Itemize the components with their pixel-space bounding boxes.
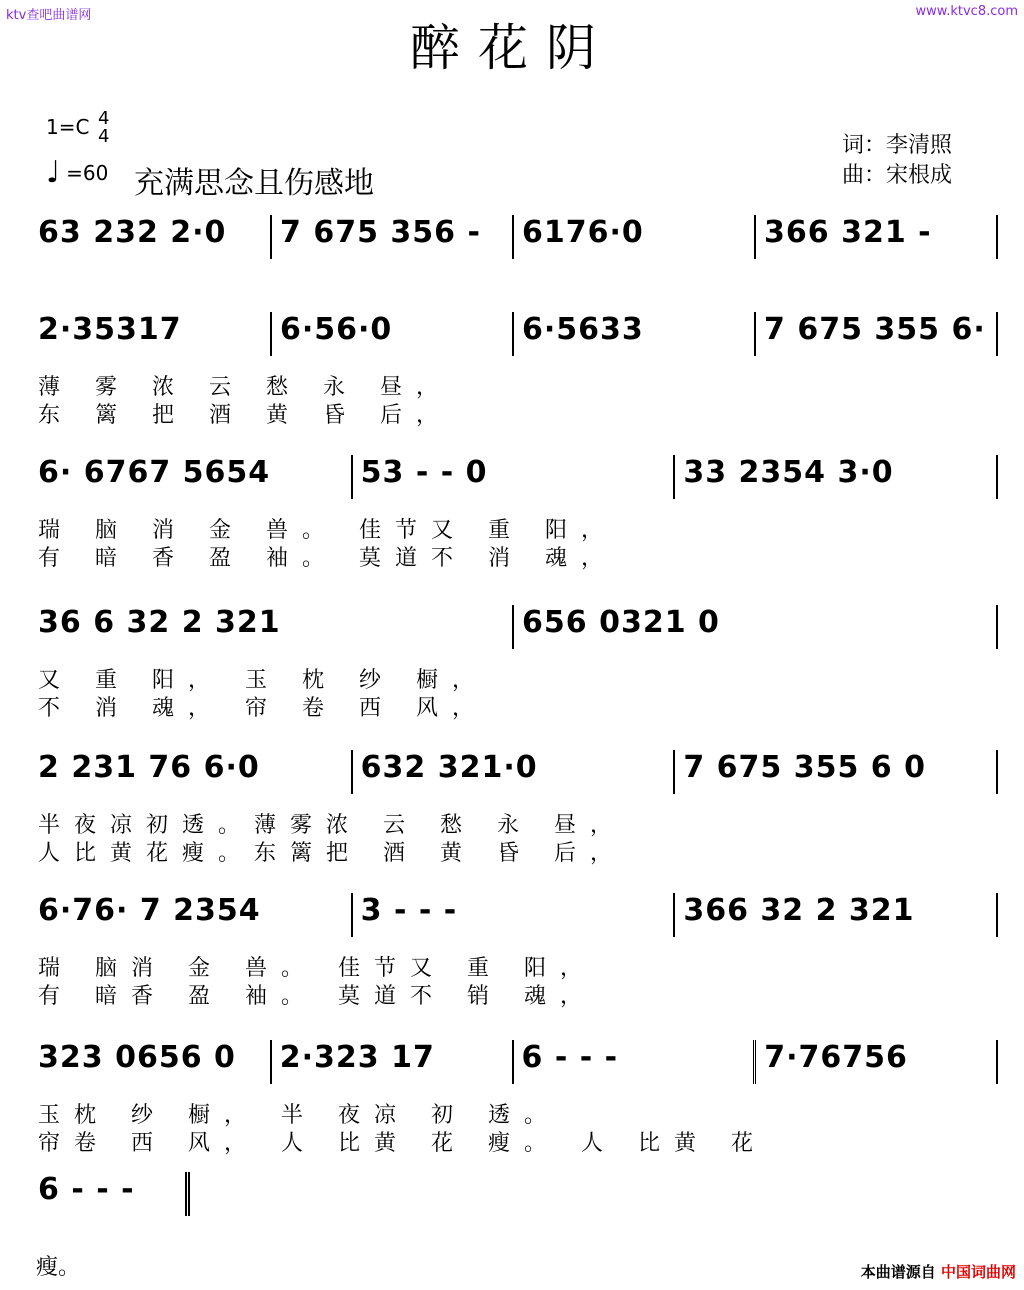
lyrics-verse-1: 又 重 阳， 玉 枕 纱 橱， [38, 668, 488, 693]
notes: 63 232 2·0 [38, 215, 227, 250]
time-signature [98, 110, 109, 146]
measure [675, 750, 998, 794]
notes: 6 - - - [521, 1040, 619, 1075]
final-lyric: 瘦。 [36, 1255, 81, 1280]
score-system-6 [30, 893, 998, 1009]
source-site-link[interactable]: 中国词曲网 [940, 1263, 1016, 1281]
measure [756, 312, 998, 356]
notes: 7 675 355 6· [764, 312, 986, 347]
measure [675, 455, 998, 499]
lyrics-verse-2: 人比黄花瘦。东篱把 酒 黄 昏 后， [38, 841, 626, 866]
notes: 366 321 - [764, 215, 932, 250]
score-system-1 [30, 215, 998, 271]
measure [514, 215, 756, 259]
score-system-5 [30, 750, 998, 866]
notes: 6·76· 7 2354 [38, 893, 261, 928]
source-prefix: 本曲谱源自 [860, 1263, 936, 1281]
notes: 6·5633 [522, 312, 644, 347]
lyrics-verse-1: 瑞 脑 消 金 兽。 佳节又 重 阳， [38, 518, 617, 543]
time-signature-top: 4 [98, 108, 110, 129]
notes: 6·56·0 [280, 312, 393, 347]
lyrics-verse-1: 半夜凉初透。薄雾浓 云 愁 永 昼， [38, 813, 626, 838]
notes: 2·35317 [38, 312, 182, 347]
notes: 6176·0 [522, 215, 644, 250]
measure [272, 312, 514, 356]
lyrics-verse-1: 瑞 脑消 金 兽。 佳节又 重 阳， [38, 956, 596, 981]
lyrics-verse-2: 有 暗 香 盈 袖。 莫道不 消 魂， [38, 546, 617, 571]
measure [30, 312, 272, 356]
lyrics-verse-2: 有 暗香 盈 袖。 莫道不 销 魂， [38, 984, 596, 1009]
measure [30, 455, 353, 499]
source-footer [861, 1261, 1016, 1282]
notes: 36 6 32 2 321 [38, 605, 281, 640]
score-system-7 [30, 1040, 998, 1156]
notes: 6 - - - [38, 1172, 135, 1207]
notes: 6· 6767 5654 [38, 455, 271, 490]
measure [30, 893, 353, 937]
notes: 3 - - - [360, 893, 458, 928]
measure [353, 893, 676, 937]
measure [30, 1040, 272, 1084]
song-title: 醉花阴 [410, 19, 614, 77]
measure [30, 215, 272, 259]
lyricist: 词：李清照 [842, 133, 953, 158]
tempo-marking [46, 155, 109, 190]
lyrics-verse-1: 玉枕 纱 橱， 半 夜凉 初 透。 [38, 1103, 560, 1128]
lyrics-verse-2: 帘卷 西 风， 人 比黄 花 瘦。 人 比黄 花 [38, 1131, 767, 1156]
score-system-3 [30, 455, 998, 571]
measure [675, 893, 998, 937]
tempo-value: =60 [66, 161, 109, 185]
measure [272, 1040, 514, 1084]
notes: 33 2354 3·0 [683, 455, 894, 490]
watermark-right[interactable]: www.ktvc8.com [915, 4, 1018, 19]
composer: 曲：宋根成 [842, 163, 953, 188]
measure [30, 750, 353, 794]
notes: 7 675 355 6 0 [683, 750, 926, 785]
measure [30, 605, 514, 649]
notes: 2 231 76 6·0 [38, 750, 260, 785]
notes: 53 - - 0 [360, 455, 488, 490]
lyrics-verse-1: 薄 雾 浓 云 愁 永 昼， [38, 375, 452, 400]
watermark-left: ktv查吧曲谱网 [6, 8, 92, 23]
measure [353, 455, 676, 499]
measure [756, 215, 998, 259]
lyrics-verse-2: 不 消 魂， 帘 卷 西 风， [38, 696, 488, 721]
time-signature-bottom: 4 [98, 126, 110, 147]
measure [272, 215, 514, 259]
notes: 656 0321 0 [522, 605, 720, 640]
key-signature: 1=C [46, 115, 90, 139]
measure-repeat-end [514, 1040, 757, 1084]
notes: 7·76756 [764, 1040, 908, 1075]
measure-final [30, 1172, 190, 1216]
notes: 366 32 2 321 [683, 893, 915, 928]
notes: 323 0656 0 [38, 1040, 236, 1075]
measure [353, 750, 676, 794]
score-system-4 [30, 605, 998, 721]
lyrics-verse-2: 东 篱 把 酒 黄 昏 后， [38, 403, 452, 428]
notes: 2·323 17 [279, 1040, 435, 1075]
measure [514, 312, 756, 356]
quarter-note-icon: ♩ [46, 155, 61, 190]
notes: 632 321·0 [360, 750, 538, 785]
expression-marking: 充满思念且伤感地 [134, 166, 374, 201]
score-system-2 [30, 312, 998, 428]
notes: 7 675 356 - [280, 215, 481, 250]
score-system-8 [30, 1172, 190, 1228]
measure [756, 1040, 998, 1084]
measure [514, 605, 998, 649]
